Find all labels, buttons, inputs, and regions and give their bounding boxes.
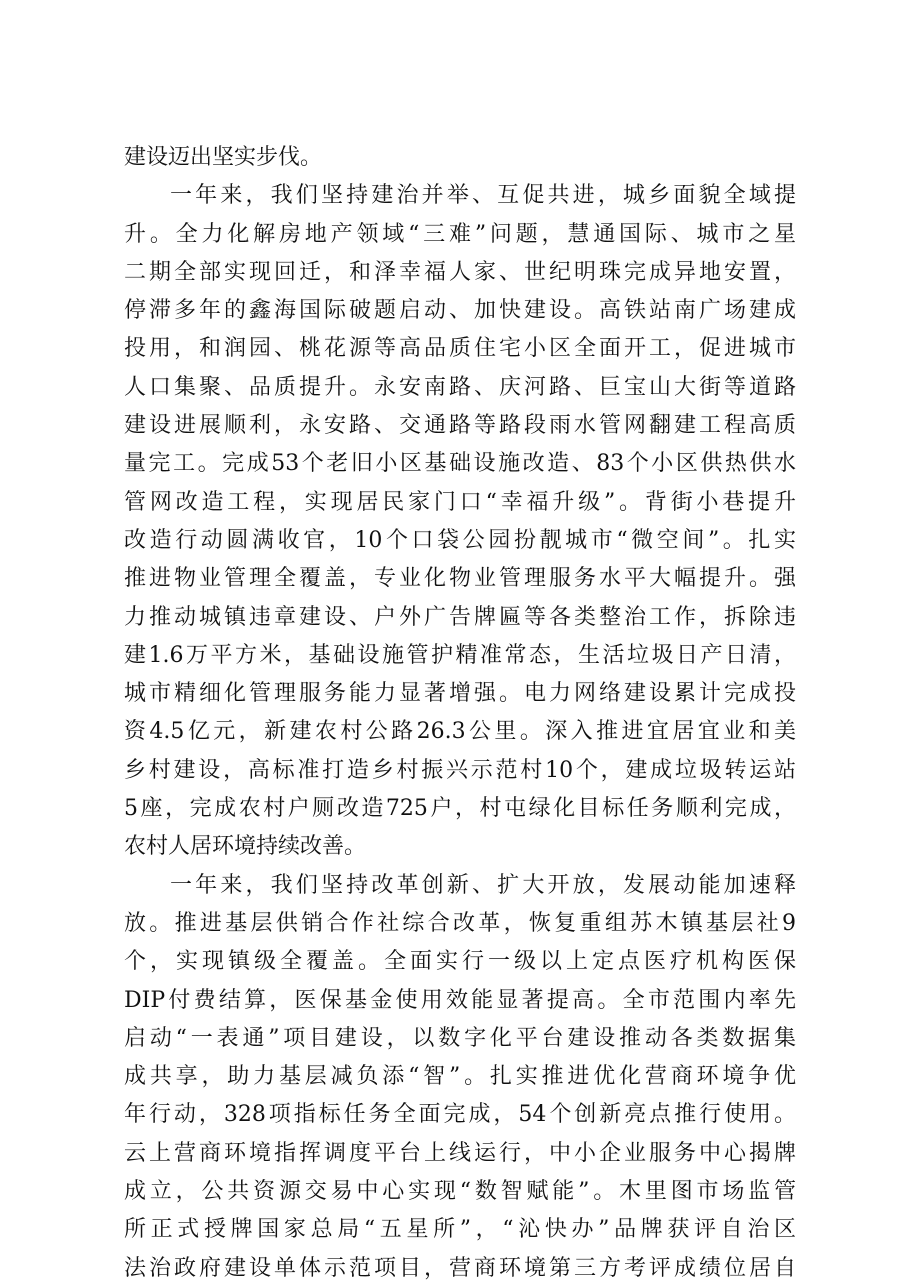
- text-line: 量完工。完成53个老旧小区基础设施改造、83个小区供热供水: [124, 451, 796, 477]
- text-line: 成立，公共资源交易中心实现“数智赋能”。木里图市场监管: [124, 1179, 796, 1205]
- text-line: 停滞多年的鑫海国际破题启动、加快建设。高铁站南广场建成: [124, 298, 796, 324]
- text-line: 建设迈出坚实步伐。: [124, 145, 323, 170]
- paragraph-start-line: 一年来，我们坚持建治并举、互促共进，城乡面貌全域提: [170, 183, 796, 209]
- text-line: 云上营商环境指挥调度平台上线运行，中小企业服务中心揭牌: [124, 1140, 796, 1166]
- text-line: 个，实现镇级全覆盖。全面实行一级以上定点医疗机构医保: [124, 949, 796, 975]
- text-line: 推进物业管理全覆盖，专业化物业管理服务水平大幅提升。强: [124, 566, 796, 592]
- text-line: 法治政府建设单体示范项目，营商环境第三方考评成绩位居自: [124, 1255, 796, 1281]
- text-line: 资4.5亿元，新建农村公路26.3公里。深入推进宜居宜业和美: [124, 719, 796, 745]
- text-line: 人口集聚、品质提升。永安南路、庆河路、巨宝山大街等道路: [124, 374, 796, 400]
- text-line: 所正式授牌国家总局“五星所”，“沁快办”品牌获评自治区: [124, 1217, 796, 1243]
- text-line: 放。推进基层供销合作社综合改革，恢复重组苏木镇基层社9: [124, 910, 796, 936]
- text-line: 升。全力化解房地产领域“三难”问题，慧通国际、城市之星: [124, 221, 796, 247]
- text-line: 管网改造工程，实现居民家门口“幸福升级”。背街小巷提升: [124, 489, 796, 515]
- text-line: 力推动城镇违章建设、户外广告牌匾等各类整治工作，拆除违: [124, 604, 796, 630]
- body-text: [124, 139, 796, 1288]
- text-line: 改造行动圆满收官，10个口袋公园扮靓城市“微空间”。扎实: [124, 527, 796, 553]
- text-line: 城市精细化管理服务能力显著增强。电力网络建设累计完成投: [124, 681, 796, 707]
- text-line: 乡村建设，高标准打造乡村振兴示范村10个，建成垃圾转运站: [124, 757, 796, 783]
- text-line: 建1.6万平方米，基础设施管护精准常态，生活垃圾日产日清，: [124, 642, 796, 668]
- paragraph-start-line: 一年来，我们坚持改革创新、扩大开放，发展动能加速释: [170, 872, 796, 898]
- text-line: 启动“一表通”项目建设，以数字化平台建设推动各类数据集: [124, 1025, 796, 1051]
- text-line: 投用，和润园、桃花源等高品质住宅小区全面开工，促进城市: [124, 336, 796, 362]
- text-line: 建设进展顺利，永安路、交通路等路段雨水管网翻建工程高质: [124, 413, 796, 439]
- text-line: 成共享，助力基层减负添“智”。扎实推进优化营商环境争优: [124, 1064, 796, 1090]
- text-line: DIP付费结算，医保基金使用效能显著提高。全市范围内率先: [124, 987, 796, 1013]
- text-line: 农村人居环境持续改善。: [124, 834, 367, 860]
- text-line: 二期全部实现回迁，和泽幸福人家、世纪明珠完成异地安置，: [124, 259, 796, 285]
- text-line: 年行动，328项指标任务全面完成，54个创新亮点推行使用。: [124, 1102, 796, 1128]
- text-line: 5座，完成农村户厕改造725户，村屯绿化目标任务顺利完成，: [124, 796, 796, 822]
